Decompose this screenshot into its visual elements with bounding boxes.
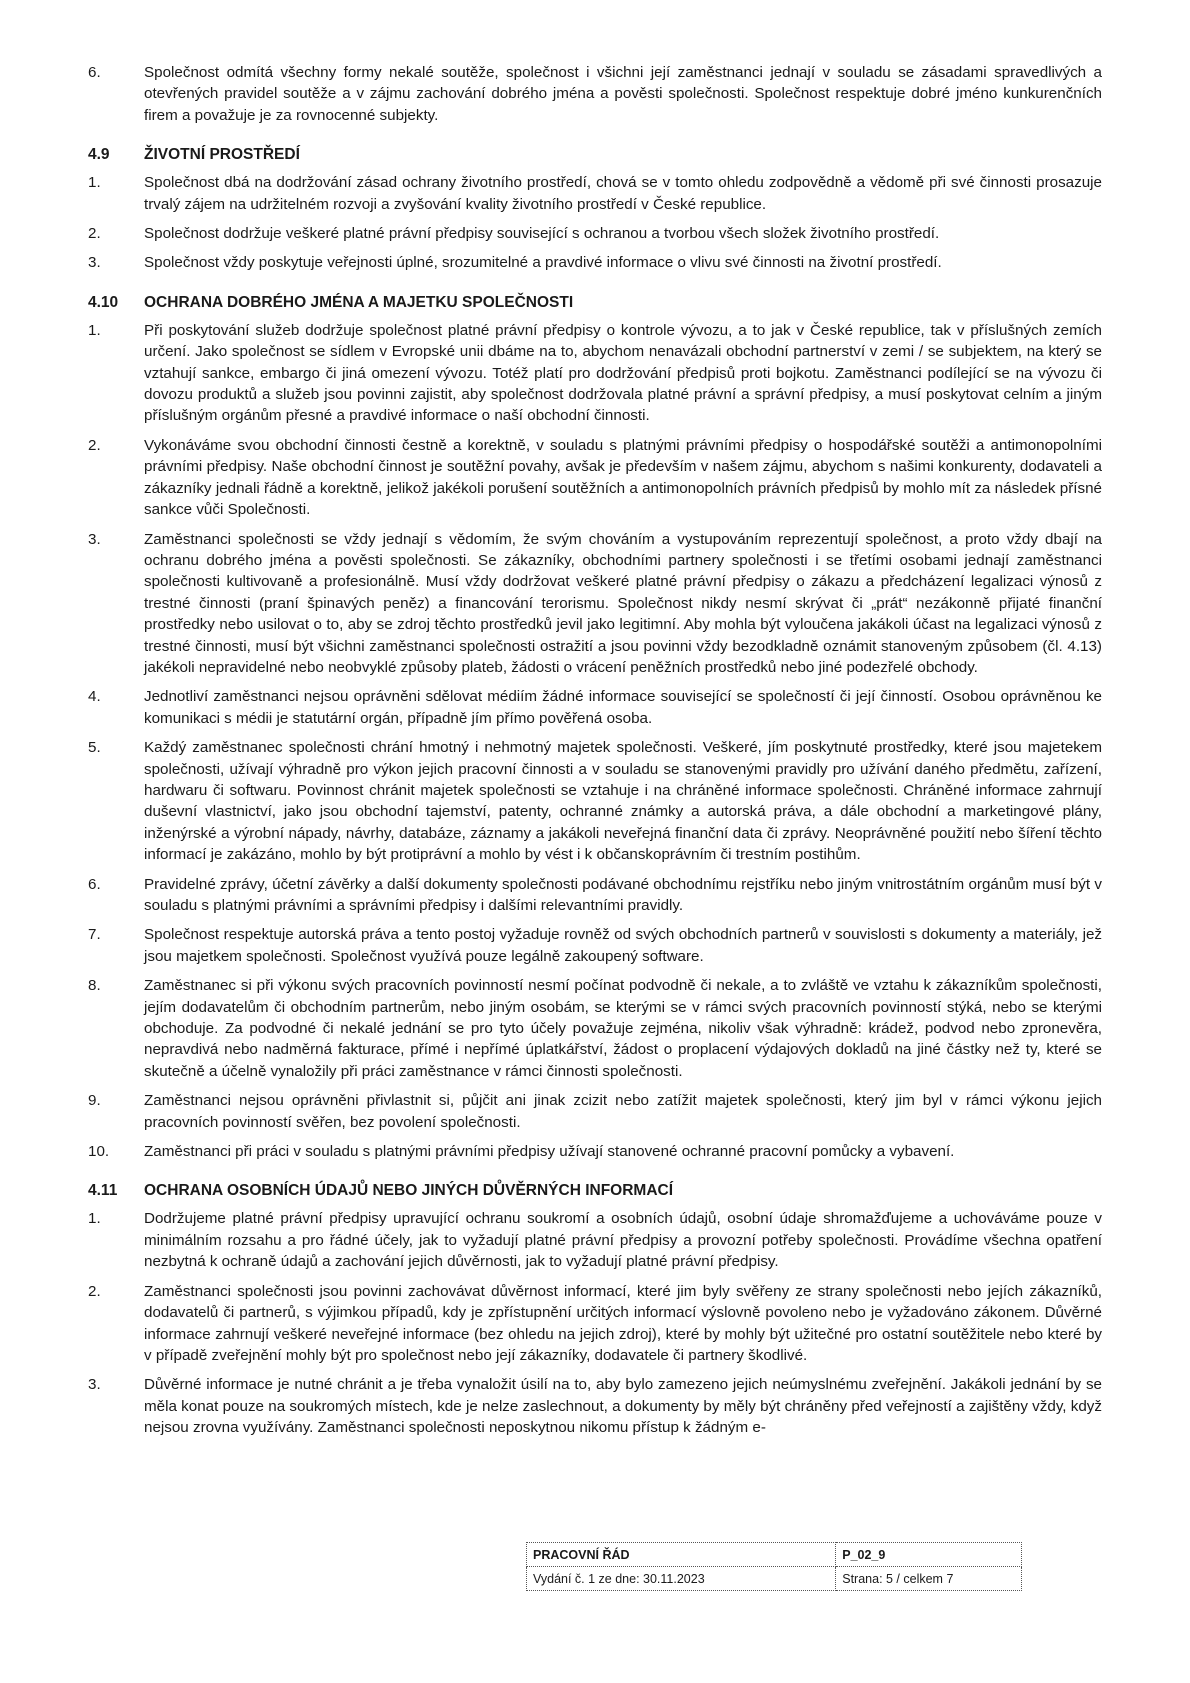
item-number: 7. xyxy=(88,926,101,944)
item-text: Při poskytování služeb dodržuje společnost platné právní předpisy o kontrole vývozu, a to jak v České republice, tak v příslušných zemích určení. Jako společnost se sídlem v Evropské unii dbáme na to, abychom nenavázali obchodní partnerství v zemi / se subjektem, na který se vztahují sankce, embargo či jiná omezení vývozu. Totéž platí pro dodržování předpisů proti bojkotu. Zaměstnanci podílející se na vývozu či dovozu produktů a služeb jsou povinni zajistit, aby společnost dodržovala platné právní a správní předpisy, a musí poskytovat celním a jiným příslušným orgánům přesné a pravdivé informace o naší obchodní činnosti. xyxy=(144,321,1102,425)
item-text: Společnost odmítá všechny formy nekalé soutěže, společnost i všichni její zaměstnanci jednají v souladu se zásadami spravedlivých a otevřených pravidel soutěže a v zájmu zachování dobrého jména a pověsti společnosti. Společnost respektuje dobré jméno kunkurenčních firem a považuje je za rovnocenné subjekty. xyxy=(144,64,1102,124)
list-item xyxy=(88,874,1102,917)
list-item xyxy=(88,686,1102,729)
item-text: Zaměstnanci společnosti jsou povinni zachovávat důvěrnost informací, které jim byly svěřeny ze strany společnosti nebo jejích zákazníků, dodavatelů či partnerů, s výjimkou případů, kdy je zpřístupnění určitých informací výslovně povoleno nebo je vyžadováno zákonem. Důvěrné informace zahrnují veškeré neveřejné informace (bez ohledu na jejich zdroj), které by mohly být užitečné pro ostatní soutěžitele nebo které by v případě zveřejnění mohly být pro společnost nebo její zákazníky, dodavatele či partnery škodlivé. xyxy=(144,1282,1102,1364)
item-text: Společnost respektuje autorská práva a tento postoj vyžaduje rovněž od svých obchodních partnerů v souvislosti s dokumenty a materiály, jež jsou majetkem společnosti. Společnost využívá pouze legálně zakoupený software. xyxy=(144,926,1102,965)
footer-row xyxy=(527,1543,1022,1567)
item-text: Zaměstnanec si při výkonu svých pracovních povinností nesmí počínat podvodně či nekale, a to zvláště ve vztahu k zákazníkům společnosti, jejím dodavatelům či obchodním partnerům, nebo jiným osobám, se kterými se v rámci svých pracovních povinností stýká, nebo se kterými obchoduje. Za podvodné či nekalé jednání se pro tyto účely považuje zejména, nikoliv však výhradně: krádež, podvod nebo zpronevěra, nepravdivá nebo nadměrná fakturace, přímé i nepřímé úplatkářství, žádost o proplacení výdajových dokladů na jiné částky než ty, které se skutečně a účelně vynaložily při práci zaměstnance v rámci činnosti společnosti. xyxy=(144,977,1102,1080)
item-number: 6. xyxy=(88,875,101,893)
section-number: 4.10 xyxy=(88,293,119,311)
section-number: 4.9 xyxy=(88,146,110,164)
item-text: Zaměstnanci při práci v souladu s platnými právními předpisy užívají stanovené ochranné pracovní pomůcky a vybavení. xyxy=(144,1143,955,1161)
list-item xyxy=(88,320,1102,427)
item-number: 1. xyxy=(88,321,101,339)
list-item xyxy=(88,1208,1102,1272)
item-text: Každý zaměstnanec společnosti chrání hmotný i nehmotný majetek společnosti. Veškeré, jím poskytnuté prostředky, které jsou majetekem společnosti, užívají výhradně pro výkon jejich pracovní činnosti a v souladu se stanovenými pravidly pro užívání daného předmětu, zařízení, hardwaru či softwaru. Povinnost chránit majetek společnosti se vztahuje i na chráněné informace společnosti. Chráněné informace zahrnují duševní vlastnictví, jako jsou obchodní tajemství, patenty, ochranné známky a autorská práva, a dále obchodní a marketingové plány, inženýrské a výrobní nápady, návrhy, databáze, záznamy a jakákoli neveřejná finanční data či zprávy. Neoprávněné použití nebo šíření těchto informací je zakázáno, mohlo by být protiprávní a mohlo by vést i k občanskoprávním či trestním postihům. xyxy=(144,739,1102,864)
item-number: 2. xyxy=(88,225,101,243)
list-item xyxy=(88,529,1102,679)
list-item xyxy=(88,172,1102,215)
document-footer-table xyxy=(526,1542,1022,1591)
item-text: Pravidelné zprávy, účetní závěrky a další dokumenty společnosti podávané obchodnímu rejstříku nebo jiným vnitrostátním orgánům musí být v souladu s platnými právními a správními předpisy i dalšími relevantními pravidly. xyxy=(144,875,1102,914)
list-item xyxy=(88,1374,1102,1438)
list-item xyxy=(88,1141,1102,1162)
item-number: 5. xyxy=(88,739,101,757)
item-number: 3. xyxy=(88,1376,101,1394)
item-text: Zaměstnanci nejsou oprávněni přivlastnit si, půjčit ani jinak zcizit nebo zatížit majetek společnosti, který jim byl v rámci výkonu jejich pracovních povinností svěřen, bez povolení společnosti. xyxy=(144,1092,1102,1131)
list-item xyxy=(88,223,1102,244)
section-number: 4.11 xyxy=(88,1182,118,1200)
section-heading-4-10 xyxy=(88,292,1102,314)
item-number: 1. xyxy=(88,174,101,192)
item-text: Vykonáváme svou obchodní činnosti čestně a korektně, v souladu s platnými právními předpisy o hospodářské soutěži a antimonopolními právními předpisy. Naše obchodní činnost je soutěžní povahy, avšak je především v našem zájmu, abychom s našimi konkurenty, dodavateli a zákazníky jednali řádně a korektně, jelikož jakékoli porušení soutěžních a antimonopolních právních předpisů by mohlo mít za následek přísné sankce vůči Společnosti. xyxy=(144,436,1102,519)
list-item xyxy=(88,252,1102,273)
item-number: 2. xyxy=(88,1282,101,1300)
item-number: 9. xyxy=(88,1092,101,1110)
document-body xyxy=(88,62,1102,1447)
item-text: Důvěrné informace je nutné chránit a je třeba vynaložit úsilí na to, aby bylo zamezeno jejich neúmyslnému zveřejnění. Jakákoli jednání by se měla konat pouze na soukromých místech, kde je nelze zaslechnout, a dokumenty by měly být chráněny před veřejností a zajištěny vždy, když nejsou zrovna využívány. Zaměstnanci společnosti neposkytnou nikomu přístup k žádným e- xyxy=(144,1376,1102,1437)
list-item xyxy=(88,62,1102,126)
issue-date: Vydání č. 1 ze dne: 30.11.2023 xyxy=(527,1567,836,1591)
item-text: Společnost dbá na dodržování zásad ochrany životního prostředí, chová se v tomto ohledu zodpovědně a vědomě při své činnosti prosazuje trvalý zájem na udržitelném rozvoji a zvyšování kvality životního prostředí v České republice. xyxy=(144,174,1102,213)
item-text: Zaměstnanci společnosti se vždy jednají s vědomím, že svým chováním a vystupováním reprezentují společnost, a proto vždy dbají na ochranu dobrého jména a pověsti společnosti. Se zákazníky, obchodními partnery společnosti i se třetími osobami jednají zaměstnanci společnosti kultivovaně a profesionálně. Musí vždy dodržovat veškeré platné právní předpisy o zákazu a předcházení legalizaci výnosů z trestné činnosti (praní špinavých peněz) a financování terorismu. Společnost nikdy nesmí skrývat či „prát“ nezákonně přijaté finanční prostředky nebo usilovat o to, aby se zdroj těchto prostředků jevil jako legitimní. Aby mohla být vyloučena jakákoli účast na legalizaci výnosů z trestné činnosti, musí být všichni zaměstnanci společnosti ostražití a jsou povinni vždy bezodkladně oznámit stanoveným způsobem (čl. 4.13) jakékoli nepravidelné nebo neobvyklé způsoby plateb, žádosti o vrácení peněžních prostředků nebo jiné podezřelé obchody. xyxy=(144,530,1102,676)
item-text: Společnost vždy poskytuje veřejnosti úplné, srozumitelné a pravdivé informace o vlivu své činnosti na životní prostředí. xyxy=(144,254,942,272)
item-number: 1. xyxy=(88,1210,101,1228)
section-heading-4-9 xyxy=(88,144,1102,166)
item-number: 4. xyxy=(88,688,101,706)
page-number: Strana: 5 / celkem 7 xyxy=(836,1567,1022,1591)
list-item xyxy=(88,975,1102,1082)
section-title: OCHRANA DOBRÉHO JMÉNA A MAJETKU SPOLEČNOSTI xyxy=(144,293,574,311)
item-number: 6. xyxy=(88,64,101,81)
item-text: Dodržujeme platné právní předpisy upravující ochranu soukromí a osobních údajů, osobní údaje shromažďujeme a uchováváme pouze v minimálním rozsahu a pro řádné účely, jak to vyžadují platné právní předpisy a provozní potřeby společnosti. Provádíme všechna opatření nezbytná k ochraně údajů a zachování jejich důvěrnosti, jak to vyžadují platné právní předpisy. xyxy=(144,1210,1102,1271)
item-number: 2. xyxy=(88,436,101,454)
section-title: OCHRANA OSOBNÍCH ÚDAJŮ NEBO JINÝCH DŮVĚRNÝCH INFORMACÍ xyxy=(144,1182,674,1200)
list-item xyxy=(88,924,1102,967)
list-item xyxy=(88,1281,1102,1367)
item-number: 10. xyxy=(88,1143,110,1161)
item-text: Společnost dodržuje veškeré platné právní předpisy související s ochranou a tvorbou všech složek životního prostředí. xyxy=(144,225,940,243)
list-item xyxy=(88,1090,1102,1133)
item-number: 3. xyxy=(88,254,101,272)
list-item xyxy=(88,435,1102,521)
item-number: 8. xyxy=(88,977,101,995)
item-text: Jednotliví zaměstnanci nejsou oprávněni sdělovat médiím žádné informace související se společností či její činností. Osobou oprávněnou ke komunikaci s médii je statutární orgán, případně jím přímo pověřená osoba. xyxy=(144,688,1102,727)
doc-title: PRACOVNÍ ŘÁD xyxy=(527,1543,836,1567)
section-title: ŽIVOTNÍ PROSTŘEDÍ xyxy=(144,146,300,164)
item-number: 3. xyxy=(88,530,101,548)
footer-row xyxy=(527,1567,1022,1591)
doc-code: P_02_9 xyxy=(836,1543,1022,1567)
list-item xyxy=(88,737,1102,865)
section-heading-4-11 xyxy=(88,1180,1102,1202)
